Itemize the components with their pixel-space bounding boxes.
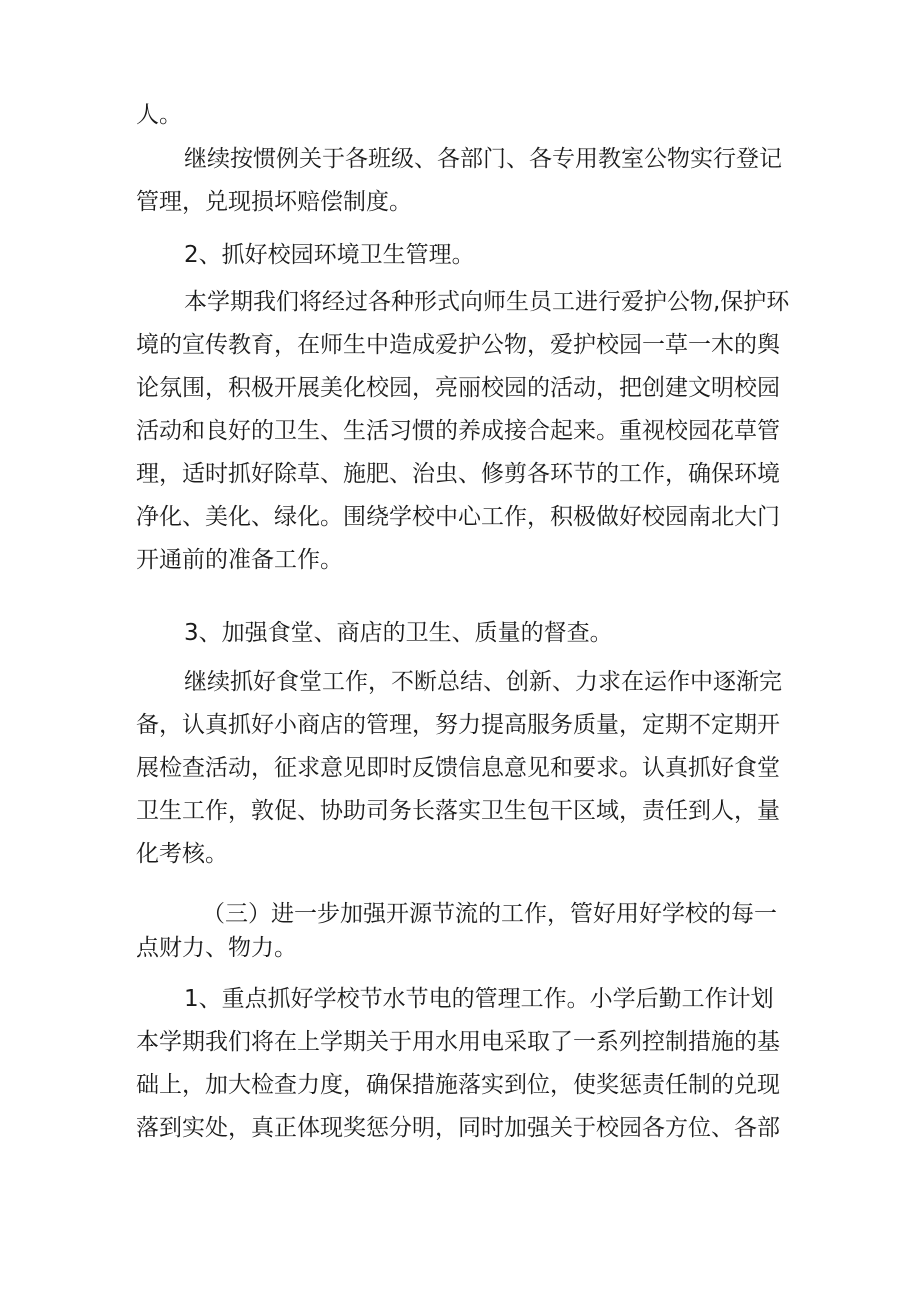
paragraph-campus-environment: 本学期我们将经过各种形式向师生员工进行爱护公物,保护环境的宣传教育，在师生中造成爱护公物，爱护校园一草一木的舆论氛围，积极开展美化校园，亮丽校园的活动，把创建文明校园活动和良好的卫生、生活习惯的养成接合起来。重视校园花草管理，适时抓好除草、施肥、治虫、修剪各环节的工作，确保环境净化、美化、绿化。围绕学校中心工作，积极做好校园南北大门开通前的准备工作。	[136, 289, 790, 573]
paragraph-property-registration: 继续按惯例关于各班级、各部门、各专用教室公物实行登记管理，兑现损坏赔偿制度。	[136, 146, 782, 215]
paragraph-continuation: 人。	[136, 102, 182, 128]
heading-section-three: （三）进一步加强开源节流的工作，管好用好学校的每一点财力、物力。	[136, 901, 777, 961]
paragraph-water-electricity: 1、重点抓好学校节水节电的管理工作。小学后勤工作计划本学期我们将在上学期关于用水用电采取了一系列控制措施的基础上，加大检查力度，确保措施落实到位，使奖惩责任制的兑现落到实处，真正体现奖惩分明，同时加强关于校园各方位、各部	[136, 986, 780, 1141]
heading-campus-hygiene: 2、抓好校园环境卫生管理。	[184, 242, 475, 268]
heading-canteen-inspection: 3、加强食堂、商店的卫生、质量的督查。	[184, 620, 613, 646]
paragraph-canteen-work: 继续抓好食堂工作，不断总结、创新、力求在运作中逐渐完备，认真抓好小商店的管理，努力提高服务质量，定期不定期开展检查活动，征求意见即时反馈信息意见和要求。认真抓好食堂卫生工作，敦促、协助司务长落实卫生包干区域，责任到人，量化考核。	[136, 669, 782, 867]
